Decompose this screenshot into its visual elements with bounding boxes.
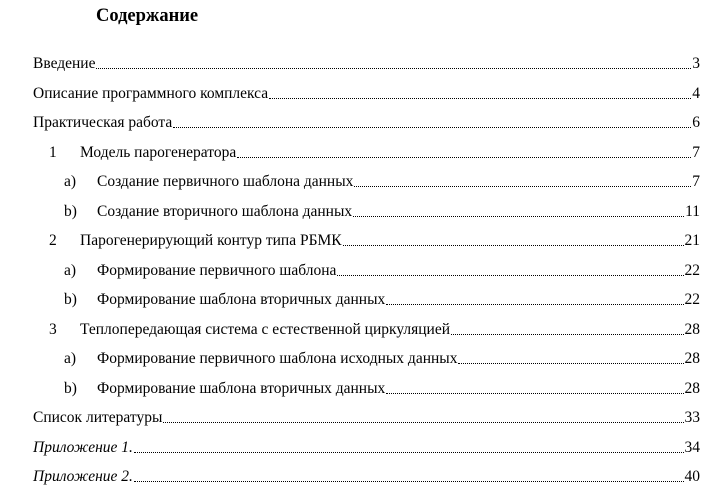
toc-entry-title: Парогенерирующий контур типа РБМК xyxy=(80,232,342,249)
dot-leader xyxy=(134,451,684,453)
toc-entry-page-number: 22 xyxy=(684,291,700,308)
toc-entry-page-number: 28 xyxy=(684,350,700,367)
toc-entry-title: Формирование первичного шаблона xyxy=(97,262,337,279)
toc-entry-title: Список литературы xyxy=(33,409,163,426)
toc-entry[interactable] xyxy=(33,408,700,428)
toc-entry-title: Формирование первичного шаблона исходных данных xyxy=(97,350,458,367)
toc-entry-page-number: 3 xyxy=(692,55,700,72)
dot-leader xyxy=(343,244,684,246)
toc-entry-page-number: 40 xyxy=(684,468,700,485)
toc-entry-page-number: 21 xyxy=(684,232,700,249)
toc-entry[interactable] xyxy=(49,231,700,251)
dot-leader xyxy=(337,274,683,276)
dot-leader xyxy=(134,480,684,482)
toc-entry-number: b) xyxy=(64,203,77,220)
toc-entry-title: Практическая работа xyxy=(33,114,173,131)
dot-leader xyxy=(451,333,683,335)
toc-entry[interactable] xyxy=(33,54,700,74)
toc-entry-title: Введение xyxy=(33,55,96,72)
toc-entry-page-number: 28 xyxy=(684,380,700,397)
toc-entry-page-number: 4 xyxy=(692,85,700,102)
toc-entry-page-number: 34 xyxy=(684,439,700,456)
toc-entry-title: Теплопередающая система с естественной циркуляцией xyxy=(80,321,451,338)
toc-entry-number: a) xyxy=(64,350,77,367)
toc-entry-number: a) xyxy=(64,262,77,279)
toc-entry[interactable] xyxy=(64,349,700,369)
toc-entry-title: Формирование шаблона вторичных данных xyxy=(97,291,386,308)
toc-entry[interactable] xyxy=(33,438,700,458)
toc-entry-page-number: 28 xyxy=(684,321,700,338)
dot-leader xyxy=(458,362,683,364)
toc-entry-number: b) xyxy=(64,291,77,308)
dot-leader xyxy=(354,185,691,187)
toc-entry-number: 3 xyxy=(49,321,57,338)
dot-leader xyxy=(163,421,683,423)
dot-leader xyxy=(269,97,691,99)
dot-leader xyxy=(96,67,691,69)
dot-leader xyxy=(353,215,684,217)
toc-entry-page-number: 7 xyxy=(692,144,700,161)
toc-entry-number: 1 xyxy=(49,144,57,161)
toc-entry-title: Формирование шаблона вторичных данных xyxy=(97,380,386,397)
dot-leader xyxy=(237,156,691,158)
toc-entry[interactable] xyxy=(64,172,700,192)
dot-leader xyxy=(386,392,683,394)
toc-entry-title: Создание первичного шаблона данных xyxy=(97,173,354,190)
dot-leader xyxy=(386,303,683,305)
toc-entry-title: Модель парогенератора xyxy=(80,144,237,161)
toc-entry[interactable] xyxy=(49,320,700,340)
toc-entry-title: Приложение 1. xyxy=(33,439,133,456)
toc-entry-title: Описание программного комплекса xyxy=(33,85,269,102)
toc-entry[interactable] xyxy=(64,290,700,310)
toc-entry-number: a) xyxy=(64,173,77,190)
toc-entry-page-number: 11 xyxy=(685,203,700,220)
dot-leader xyxy=(173,126,691,128)
toc-entry-number: 2 xyxy=(49,232,57,249)
toc-entry-number: b) xyxy=(64,380,77,397)
toc-entry-title: Создание вторичного шаблона данных xyxy=(97,203,353,220)
toc-entry-page-number: 7 xyxy=(692,173,700,190)
toc-entry[interactable] xyxy=(64,202,700,222)
toc-entry-page-number: 22 xyxy=(684,262,700,279)
toc-entry[interactable] xyxy=(64,261,700,281)
toc-entry[interactable] xyxy=(33,467,700,487)
toc-entry[interactable] xyxy=(49,143,700,163)
toc-entry[interactable] xyxy=(33,84,700,104)
page-title: Содержание xyxy=(96,6,199,26)
toc-entry[interactable] xyxy=(64,379,700,399)
toc-entry-page-number: 33 xyxy=(684,409,700,426)
toc-entry-page-number: 6 xyxy=(692,114,700,131)
toc-entry[interactable] xyxy=(33,113,700,133)
toc-entry-title: Приложение 2. xyxy=(33,468,133,485)
